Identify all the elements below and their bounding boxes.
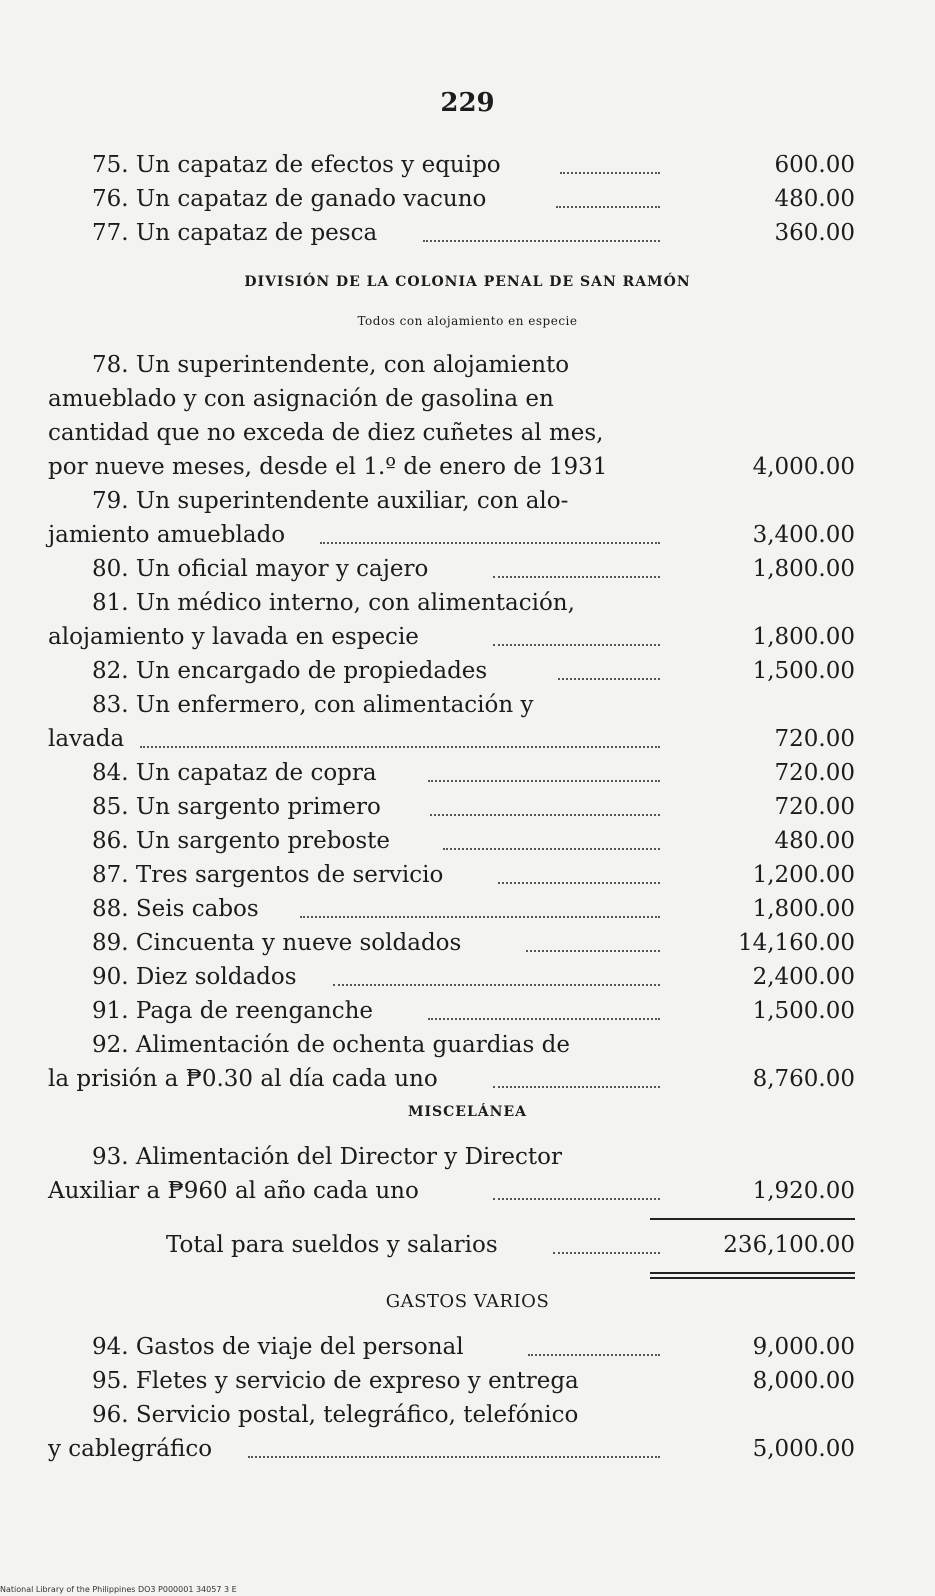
item-amount: 1,920.00 bbox=[752, 1178, 855, 1204]
double-rule-bottom bbox=[650, 1277, 855, 1279]
list-item bbox=[48, 892, 855, 926]
item-label: lavada bbox=[48, 726, 125, 752]
list-item bbox=[48, 960, 855, 994]
item-amount: 2,400.00 bbox=[752, 964, 855, 990]
list-item bbox=[48, 1330, 855, 1364]
list-item bbox=[48, 688, 855, 756]
list-item bbox=[48, 654, 855, 688]
list-item bbox=[48, 484, 855, 552]
list-item bbox=[48, 216, 855, 250]
item-amount: 8,760.00 bbox=[752, 1066, 855, 1092]
item-label: 75. Un capataz de efectos y equipo bbox=[92, 152, 501, 178]
item-label: 94. Gastos de viaje del personal bbox=[92, 1334, 464, 1360]
item-label: Auxiliar a ₱960 al año cada uno bbox=[48, 1178, 419, 1204]
total-amount: 236,100.00 bbox=[723, 1232, 855, 1258]
item-label: 89. Cincuenta y nueve soldados bbox=[92, 930, 462, 956]
item-amount: 1,800.00 bbox=[752, 556, 855, 582]
item-amount: 480.00 bbox=[774, 828, 855, 854]
list-item bbox=[48, 1364, 855, 1398]
item-label: 87. Tres sargentos de servicio bbox=[92, 862, 444, 888]
item-label: 91. Paga de reenganche bbox=[92, 998, 374, 1024]
total-label: Total para sueldos y salarios bbox=[166, 1232, 498, 1258]
item-label: 77. Un capataz de pesca bbox=[92, 220, 378, 246]
list-item bbox=[48, 586, 855, 654]
list-item bbox=[48, 182, 855, 216]
list-item bbox=[48, 1140, 855, 1208]
item-label: 82. Un encargado de propiedades bbox=[92, 658, 488, 684]
list-item bbox=[48, 552, 855, 586]
item-label: 88. Seis cabos bbox=[92, 896, 259, 922]
item-label: alojamiento y lavada en especie bbox=[48, 624, 419, 650]
item-amount: 1,800.00 bbox=[752, 624, 855, 650]
item-amount: 1,800.00 bbox=[752, 896, 855, 922]
item-label: por nueve meses, desde el 1.º de enero de 1931 bbox=[48, 454, 608, 480]
item-amount: 1,500.00 bbox=[752, 998, 855, 1024]
list-item bbox=[48, 790, 855, 824]
list-item bbox=[48, 348, 855, 484]
item-label: 80. Un oficial mayor y cajero bbox=[92, 556, 429, 582]
item-amount: 5,000.00 bbox=[752, 1436, 855, 1462]
item-label: 78. Un superintendente, con alojamiento bbox=[92, 352, 570, 378]
page-number: 229 bbox=[440, 88, 495, 118]
item-amount: 3,400.00 bbox=[752, 522, 855, 548]
item-label: jamiento amueblado bbox=[48, 522, 286, 548]
list-item bbox=[48, 926, 855, 960]
item-label: 85. Un sargento primero bbox=[92, 794, 381, 820]
item-label: 84. Un capataz de copra bbox=[92, 760, 377, 786]
item-label: 96. Servicio postal, telegráfico, telefónico bbox=[92, 1402, 579, 1428]
item-label: 79. Un superintendente auxiliar, con alo- bbox=[92, 488, 569, 514]
section-heading: MISCELÁNEA bbox=[407, 1104, 527, 1120]
item-amount: 720.00 bbox=[774, 760, 855, 786]
item-amount: 720.00 bbox=[774, 794, 855, 820]
section-heading: DIVISIÓN DE LA COLONIA PENAL DE SAN RAMÓN bbox=[244, 274, 691, 290]
item-amount: 9,000.00 bbox=[752, 1334, 855, 1360]
item-label: 92. Alimentación de ochenta guardias de bbox=[92, 1032, 570, 1058]
list-item bbox=[48, 994, 855, 1028]
double-rule-top bbox=[650, 1272, 855, 1274]
section-subheading: Todos con alojamiento en especie bbox=[357, 314, 578, 328]
item-amount: 720.00 bbox=[774, 726, 855, 752]
list-item bbox=[48, 858, 855, 892]
item-label: 90. Diez soldados bbox=[92, 964, 297, 990]
section-heading: GASTOS VARIOS bbox=[385, 1291, 550, 1312]
list-item bbox=[48, 148, 855, 182]
list-item bbox=[48, 1398, 855, 1466]
item-amount: 480.00 bbox=[774, 186, 855, 212]
item-label: y cablegráfico bbox=[48, 1436, 213, 1462]
list-item bbox=[48, 824, 855, 858]
item-label: amueblado y con asignación de gasolina en bbox=[48, 386, 554, 412]
item-label: 76. Un capataz de ganado vacuno bbox=[92, 186, 487, 212]
item-amount: 1,500.00 bbox=[752, 658, 855, 684]
divider bbox=[650, 1218, 855, 1220]
item-amount: 8,000.00 bbox=[752, 1368, 855, 1394]
item-label: 83. Un enfermero, con alimentación y bbox=[92, 692, 534, 718]
item-label: 95. Fletes y servicio de expreso y entrega bbox=[92, 1368, 579, 1394]
list-item bbox=[48, 1028, 855, 1096]
item-amount: 14,160.00 bbox=[737, 930, 855, 956]
item-label: 93. Alimentación del Director y Director bbox=[92, 1144, 562, 1170]
item-label: 86. Un sargento preboste bbox=[92, 828, 391, 854]
item-label: cantidad que no exceda de diez cuñetes al mes, bbox=[48, 420, 604, 446]
item-amount: 1,200.00 bbox=[752, 862, 855, 888]
item-amount: 600.00 bbox=[774, 152, 855, 178]
item-amount: 360.00 bbox=[774, 220, 855, 246]
item-label: 81. Un médico interno, con alimentación, bbox=[92, 590, 575, 616]
total-row bbox=[48, 1228, 855, 1262]
item-amount: 4,000.00 bbox=[752, 454, 855, 480]
footer-caption: National Library of the Philippines DO3 P000001 34057 3 E bbox=[0, 1585, 237, 1594]
list-item bbox=[48, 756, 855, 790]
item-label: la prisión a ₱0.30 al día cada uno bbox=[48, 1066, 438, 1092]
